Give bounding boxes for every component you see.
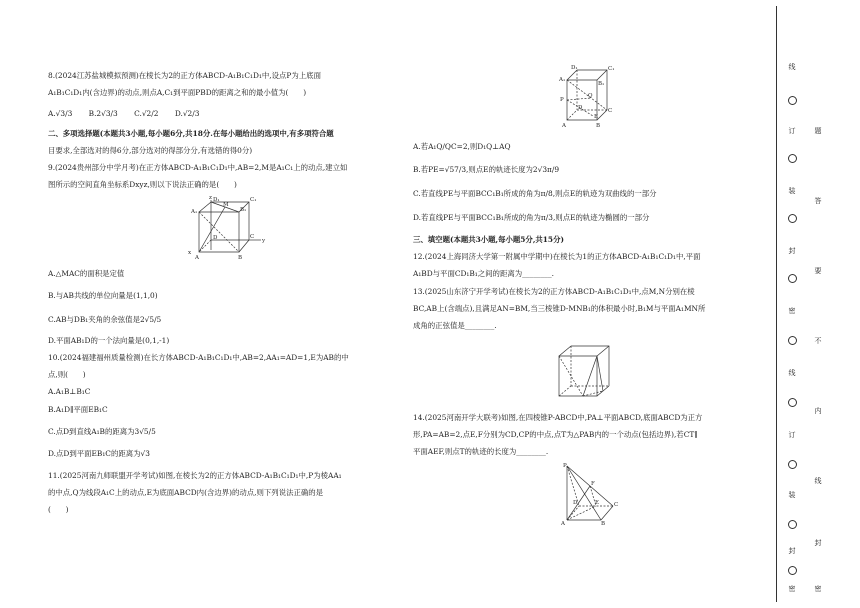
binding-circle <box>788 520 797 529</box>
q13-line-1: 13.(2025山东济宁开学考试)在棱长为2的正方体ABCD-A₁B₁C₁D₁中,点M,N分别在棱 <box>413 287 695 296</box>
binding-inner-char: 题 <box>814 127 822 135</box>
fig9-label-d: D <box>213 235 218 241</box>
cube-figure-q13 <box>553 342 617 402</box>
binding-outer-char: 装 <box>788 187 796 195</box>
q11-option-d: D.若直线PE与平面BCC₁B₁所成的角为π/3,则点E的轨迹为椭圆的一部分 <box>413 213 650 222</box>
binding-circle <box>788 460 797 469</box>
q9-line-1: 9.(2024贵州部分中学月考)在正方体ABCD-A₁B₁C₁D₁中,AB=2,M是A₁C₁上的动点,建立如 <box>48 163 348 172</box>
q14-line-2: 形,PA=AB=2,点E,F分别为CD,CP的中点,点T为△PAB内的一个动点(包括边界),若CT∥ <box>413 430 698 439</box>
fig14-label-d: D <box>573 500 578 506</box>
fig14-label-c: C <box>614 502 619 508</box>
q9-option-d: D.平面AB₁D的一个法向量是(0,1,-1) <box>48 336 170 345</box>
q9-line-2: 图所示的空间直角坐标系Dxyz,则以下说法正确的是( ) <box>48 180 237 189</box>
fig11-label-q: Q <box>588 93 593 99</box>
fig9-label-m: M <box>223 202 229 208</box>
fig11-label-b: B <box>596 123 601 129</box>
q11-option-b: B.若PE=√57/3,则点E的轨迹长度为2√3π/9 <box>413 165 560 174</box>
q11-line-3: ( ) <box>48 505 69 514</box>
fig9-label-z: z <box>209 195 212 201</box>
q13-line-3: 成角的正弦值是________. <box>413 321 497 330</box>
binding-margin <box>776 0 860 608</box>
fig11-label-b1: B₁ <box>598 81 605 87</box>
cube-figure-q11 <box>553 64 623 132</box>
binding-inner-char: 密 <box>814 585 822 593</box>
binding-inner-char: 线 <box>814 477 822 485</box>
binding-outer-char: 封 <box>788 547 796 555</box>
fig11-label-p: P <box>560 97 564 103</box>
binding-outer-char: 密 <box>788 585 796 593</box>
q8-option-c: C.√2/2 <box>134 109 159 118</box>
cube-figure-q9 <box>183 194 273 260</box>
fig11-label-c1: C₁ <box>608 66 615 72</box>
binding-circle <box>788 274 797 283</box>
q8-line-2: A₁B₁C₁D₁内(含边界)的动点,则点A,C₁到平面PBD的距离之和的最小值为( ) <box>48 88 307 97</box>
q11-option-a: A.若A₁Q/QC=2,则D₁Q⊥AQ <box>413 142 511 151</box>
binding-outer-char: 线 <box>788 63 796 71</box>
q9-option-b: B.与AB共线的单位向量是(1,1,0) <box>48 291 158 300</box>
binding-circle <box>788 398 797 407</box>
fig9-label-b1: B₁ <box>240 207 247 213</box>
q8-option-a: A.√3/3 <box>48 109 73 118</box>
binding-outer-char: 线 <box>788 369 796 377</box>
binding-outer-char: 订 <box>788 127 796 135</box>
section2-heading-2: 目要求,全部选对的得6分,部分选对的得部分分,有选错的得0分) <box>48 146 253 155</box>
q11-option-c: C.若直线PE与平面BCC₁B₁所成的角为π/8,则点E的轨迹为双曲线的一部分 <box>413 189 657 198</box>
fig14-label-e: E <box>595 500 600 506</box>
fig9-label-b: B <box>238 255 243 260</box>
fig9-label-y: y <box>262 238 266 244</box>
fig14-label-p: P <box>563 463 567 469</box>
q12-line-2: A₁BD与平面CD₁B₁之间的距离为________. <box>413 269 555 278</box>
binding-outer-char: 密 <box>788 307 796 315</box>
q14-line-3: 平面AEF,则点T的轨迹的长度为________. <box>413 447 549 456</box>
binding-inner-char: 封 <box>814 539 822 547</box>
q10-option-a: A.A₁B⊥B₁C <box>48 387 91 396</box>
section2-heading-1: 二、多项选择题(本题共3小题,每小题6分,共18分.在每小题给出的选项中,有多项符合题 <box>48 129 334 138</box>
fig9-label-d1: D₁ <box>213 197 220 203</box>
fig14-label-b: B <box>601 521 606 526</box>
q13-line-2: BC,AB上(含端点),且满足AN=BM,当三棱锥D-MNB₁的体积最小时,B₁M与平面A₁MN所 <box>413 304 706 313</box>
fig11-label-a1: A₁ <box>559 77 566 83</box>
binding-inner-char: 答 <box>814 197 822 205</box>
fig11-label-e: E <box>594 114 599 120</box>
fig9-label-x: x <box>188 250 192 256</box>
q12-line-1: 12.(2024上海同济大学第一附属中学期中)在棱长为1的正方体ABCD-A₁B₁C₁D₁中,平面 <box>413 252 701 261</box>
binding-inner-char: 要 <box>814 267 822 275</box>
q11-line-1: 11.(2025河南九师联盟开学考试)如图,在棱长为2的正方体ABCD-A₁B₁C₁D₁中,P为棱AA₁ <box>48 471 342 480</box>
fig14-label-a: A <box>561 521 565 526</box>
fig11-label-d1: D₁ <box>571 65 578 71</box>
fig11-label-c: C <box>608 108 613 114</box>
section3-heading: 三、填空题(本题共3小题,每小题5分,共15分) <box>413 235 564 244</box>
fig11-label-d: D <box>578 105 583 111</box>
q9-option-a: A.△MAC的面积是定值 <box>48 269 125 278</box>
fig9-label-c: C <box>250 234 255 240</box>
binding-circle <box>788 214 797 223</box>
binding-line <box>776 6 777 602</box>
binding-outer-char: 装 <box>788 491 796 499</box>
binding-circle <box>788 96 797 105</box>
binding-circle <box>788 154 797 163</box>
binding-circle <box>788 566 797 575</box>
q8-options <box>48 108 213 119</box>
fig11-label-a: A <box>562 123 566 129</box>
q9-option-c: C.AB与DB₁夹角的余弦值是2√5/5 <box>48 315 162 324</box>
q11-line-2: 的中点,Q为线段A₁C上的动点,E为底面ABCD内(含边界)的动点,则下列说法正确的是 <box>48 488 324 497</box>
binding-inner-char: 内 <box>814 407 822 415</box>
q10-option-d: D.点D到平面EB₁C的距离为√3 <box>48 449 150 458</box>
fig9-label-c1: C₁ <box>250 197 257 203</box>
q10-option-b: B.A₁D∥平面EB₁C <box>48 405 108 414</box>
q10-line-2: 点,则( ) <box>48 370 86 379</box>
fig14-label-f: F <box>591 481 595 487</box>
binding-outer-char: 封 <box>788 247 796 255</box>
pyramid-figure-q14 <box>553 462 619 526</box>
fig9-label-a1: A₁ <box>191 209 198 215</box>
q8-line-1: 8.(2024江苏盐城模拟预测)在棱长为2的正方体ABCD-A₁B₁C₁D₁中,设点P为上底面 <box>48 71 321 80</box>
q10-line-1: 10.(2024福建福州质量检测)在长方体ABCD-A₁B₁C₁D₁中,AB=2,AA₁=AD=1,E为AB的中 <box>48 353 349 362</box>
q10-option-c: C.点D到直线A₁B的距离为3√5/5 <box>48 427 156 436</box>
q8-option-d: D.√2/3 <box>174 109 200 118</box>
fig9-label-a: A <box>195 255 199 260</box>
q8-option-b: B.2√3/3 <box>88 109 118 118</box>
q14-line-1: 14.(2025河南开学大联考)如图,在四棱锥P-ABCD中,PA⊥平面ABCD,底面ABCD为正方 <box>413 413 703 422</box>
binding-outer-char: 订 <box>788 431 796 439</box>
binding-circle <box>788 336 797 345</box>
binding-inner-char: 不 <box>814 337 822 345</box>
